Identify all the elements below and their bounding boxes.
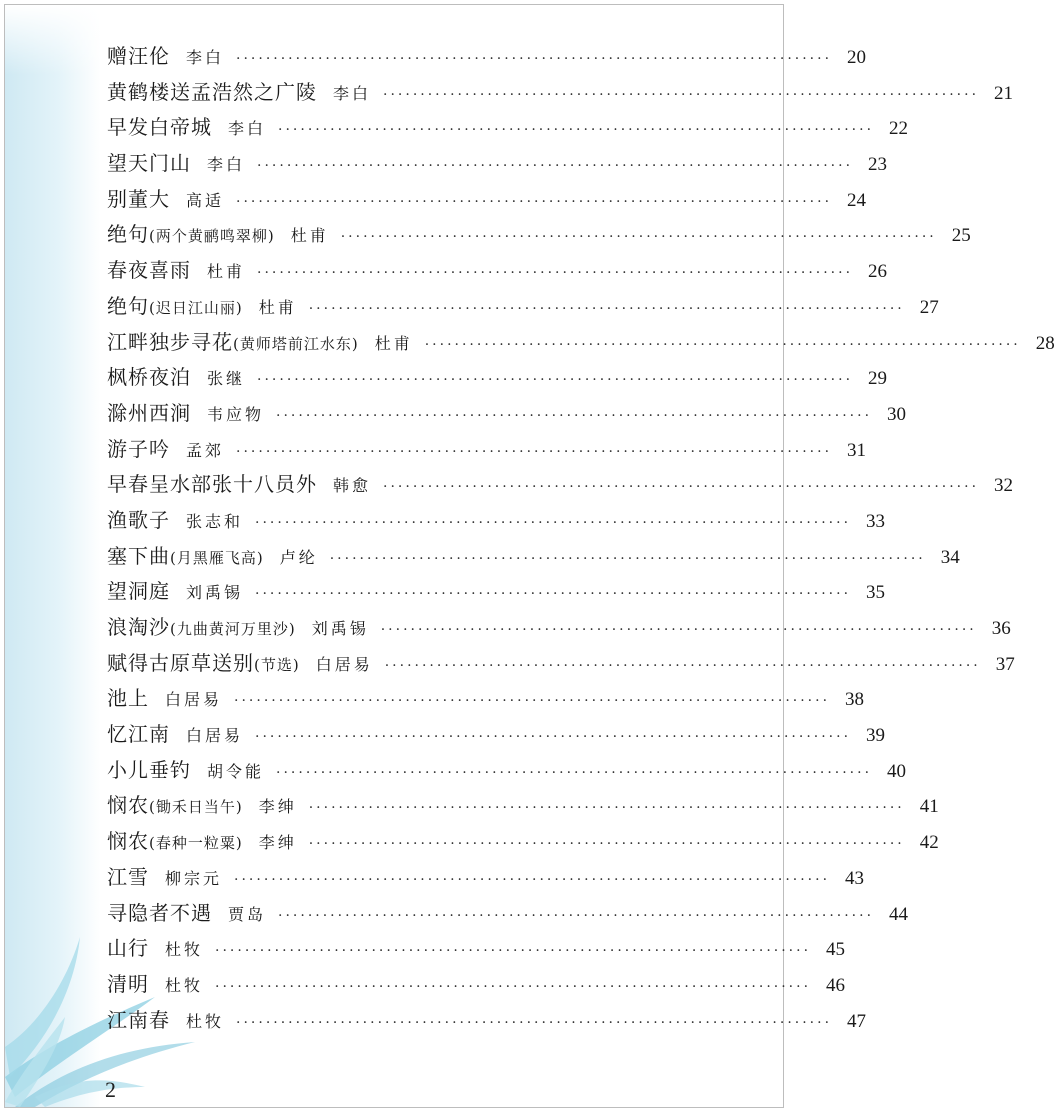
dot-leader: ················································································ bbox=[424, 336, 1021, 353]
dot-leader: ················································································ bbox=[257, 158, 854, 175]
toc-entry[interactable] bbox=[107, 896, 909, 932]
dot-leader: ················································································ bbox=[308, 800, 905, 817]
dot-leader: ················································································ bbox=[255, 586, 852, 603]
page-ref: 47 bbox=[847, 1010, 867, 1032]
poem-title: 枫桥夜泊 bbox=[107, 365, 191, 390]
poem-title: 绝句 bbox=[107, 293, 149, 318]
page-ref: 30 bbox=[887, 403, 907, 425]
dot-leader: ················································································ bbox=[383, 479, 980, 496]
page-ref: 43 bbox=[845, 867, 865, 889]
dot-leader: ················································································ bbox=[276, 407, 873, 424]
page-ref: 29 bbox=[868, 368, 888, 390]
poem-author: 杜牧 bbox=[165, 940, 204, 960]
dot-leader: ················································································ bbox=[308, 836, 905, 853]
dot-leader: ················································································ bbox=[255, 514, 852, 531]
poem-author: 韩愈 bbox=[333, 476, 372, 496]
toc-entry[interactable] bbox=[107, 503, 886, 539]
poem-title: 早发白帝城 bbox=[107, 115, 212, 140]
poem-title: 赋得古原草送别 bbox=[107, 650, 254, 675]
poem-author: 卢纶 bbox=[279, 547, 318, 567]
poem-subtitle: (九曲黄河万里沙) bbox=[170, 620, 296, 638]
poem-title: 黄鹤楼送孟浩然之广陵 bbox=[107, 79, 317, 104]
poem-author: 杜牧 bbox=[186, 1011, 225, 1031]
poem-title: 塞下曲 bbox=[107, 543, 170, 568]
toc-page bbox=[4, 4, 1055, 1108]
poem-author: 刘禹锡 bbox=[186, 583, 244, 603]
poem-author: 胡令能 bbox=[207, 761, 265, 781]
toc-entry[interactable] bbox=[107, 396, 907, 432]
poem-title: 别董大 bbox=[107, 186, 170, 211]
dot-leader: ················································································ bbox=[236, 193, 833, 210]
page-ref: 46 bbox=[826, 974, 846, 996]
poem-author: 柳宗元 bbox=[165, 868, 223, 888]
poem-author: 杜牧 bbox=[165, 975, 204, 995]
poem-subtitle: (月黑雁飞高) bbox=[170, 548, 264, 567]
poem-title: 悯农 bbox=[107, 829, 149, 854]
page-ref: 32 bbox=[994, 475, 1014, 497]
poem-author: 杜甫 bbox=[207, 262, 246, 282]
dot-leader: ················································································ bbox=[234, 871, 831, 888]
page-ref: 31 bbox=[847, 439, 867, 461]
page-ref: 42 bbox=[919, 832, 939, 854]
toc-entry[interactable] bbox=[107, 182, 867, 218]
poem-author: 刘禹锡 bbox=[311, 619, 369, 638]
poem-author: 张志和 bbox=[186, 511, 244, 531]
poem-title: 寻隐者不遇 bbox=[107, 900, 212, 925]
poem-author: 白居易 bbox=[315, 654, 373, 674]
poem-author: 李白 bbox=[186, 48, 225, 67]
poem-subtitle: (黄师塔前江水东) bbox=[233, 334, 359, 353]
toc-entry[interactable] bbox=[107, 539, 960, 575]
dot-leader: ················································································ bbox=[255, 729, 852, 746]
dot-leader: ················································································ bbox=[215, 943, 812, 960]
poem-title: 悯农 bbox=[107, 793, 149, 818]
toc-entry[interactable] bbox=[107, 217, 971, 253]
poem-author: 李白 bbox=[228, 119, 267, 139]
toc-entry[interactable] bbox=[107, 824, 939, 860]
poem-author: 孟郊 bbox=[186, 440, 225, 460]
page-ref: 35 bbox=[866, 582, 886, 604]
dot-leader: ················································································ bbox=[384, 657, 981, 674]
poem-title: 春夜喜雨 bbox=[107, 258, 191, 283]
dot-leader: ················································································ bbox=[383, 86, 980, 103]
poem-title: 江畔独步寻花 bbox=[107, 329, 233, 354]
page-ref: 34 bbox=[940, 546, 960, 568]
toc-entry[interactable] bbox=[107, 967, 846, 1003]
poem-author: 杜甫 bbox=[374, 333, 413, 353]
poem-title: 池上 bbox=[107, 686, 149, 711]
poem-author: 李白 bbox=[333, 83, 372, 103]
poem-subtitle: (锄禾日当午) bbox=[149, 798, 243, 817]
poem-title: 清明 bbox=[107, 971, 149, 996]
dot-leader: ················································································ bbox=[236, 1014, 833, 1031]
toc-entry[interactable] bbox=[107, 39, 867, 75]
toc-entry[interactable] bbox=[107, 75, 1014, 111]
dot-leader: ················································································ bbox=[278, 122, 875, 139]
dot-leader: ················································································ bbox=[215, 978, 812, 995]
poem-author: 李绅 bbox=[258, 833, 297, 853]
page-ref: 27 bbox=[919, 296, 939, 318]
page-ref: 40 bbox=[887, 760, 907, 782]
poem-title: 山行 bbox=[107, 936, 149, 961]
page-ref: 20 bbox=[847, 47, 867, 68]
dot-leader: ················································································ bbox=[278, 907, 875, 924]
page-ref: 39 bbox=[866, 725, 886, 747]
page-ref: 24 bbox=[847, 189, 867, 211]
poem-subtitle: (两个黄鹂鸣翠柳) bbox=[149, 227, 275, 246]
poem-author: 白居易 bbox=[186, 726, 244, 746]
table-of-contents bbox=[107, 39, 1055, 1038]
poem-subtitle: (迟日江山丽) bbox=[149, 298, 243, 317]
poem-title: 忆江南 bbox=[107, 722, 170, 747]
toc-entry[interactable] bbox=[107, 860, 865, 896]
page-ref: 21 bbox=[994, 82, 1014, 104]
poem-title: 赠汪伦 bbox=[107, 44, 170, 68]
toc-entry[interactable] bbox=[107, 646, 1015, 682]
toc-entry[interactable] bbox=[107, 681, 865, 717]
poem-title: 滁州西涧 bbox=[107, 400, 191, 425]
poem-title: 小儿垂钓 bbox=[107, 757, 191, 782]
toc-entry[interactable] bbox=[107, 574, 886, 610]
toc-entry[interactable] bbox=[107, 931, 846, 967]
toc-entry[interactable] bbox=[107, 432, 867, 468]
dot-leader: ················································································ bbox=[257, 265, 854, 282]
page-ref: 26 bbox=[868, 261, 888, 283]
poem-title: 绝句 bbox=[107, 222, 149, 247]
page-ref: 33 bbox=[866, 510, 886, 532]
toc-entry[interactable] bbox=[107, 788, 939, 824]
toc-entry[interactable] bbox=[107, 253, 888, 289]
poem-author: 杜甫 bbox=[258, 297, 297, 317]
toc-entry[interactable] bbox=[107, 610, 1011, 646]
dot-leader: ················································································ bbox=[329, 550, 926, 567]
poem-title: 望天门山 bbox=[107, 151, 191, 176]
poem-title: 早春呈水部张十八员外 bbox=[107, 472, 317, 497]
poem-author: 张继 bbox=[207, 369, 246, 389]
page-ref: 44 bbox=[889, 903, 909, 925]
poem-author: 高适 bbox=[186, 190, 225, 210]
toc-entry[interactable] bbox=[107, 1003, 867, 1039]
page-ref: 22 bbox=[889, 118, 909, 140]
page-number: 2 bbox=[105, 1077, 116, 1102]
page-ref: 41 bbox=[919, 796, 939, 818]
dot-leader: ················································································ bbox=[236, 51, 833, 67]
dot-leader: ················································································ bbox=[234, 693, 831, 710]
poem-author: 李绅 bbox=[258, 797, 297, 817]
side-band-fade bbox=[5, 5, 101, 75]
dot-leader: ················································································ bbox=[276, 764, 873, 781]
toc-entry[interactable] bbox=[107, 467, 1014, 503]
dot-leader: ················································································ bbox=[380, 622, 977, 638]
poem-title: 浪淘沙 bbox=[107, 615, 170, 639]
page-ref: 23 bbox=[868, 154, 888, 176]
dot-leader: ················································································ bbox=[308, 300, 905, 317]
toc-entry[interactable] bbox=[107, 110, 909, 146]
toc-entry[interactable] bbox=[107, 289, 939, 325]
poem-subtitle: (春种一粒粟) bbox=[149, 834, 243, 853]
poem-author: 李白 bbox=[207, 155, 246, 175]
toc-entry[interactable] bbox=[107, 146, 888, 182]
page-ref: 28 bbox=[1035, 332, 1055, 354]
dot-leader: ················································································ bbox=[236, 443, 833, 460]
page-ref: 36 bbox=[991, 618, 1011, 639]
toc-entry[interactable] bbox=[107, 325, 1055, 361]
page-ref: 38 bbox=[845, 689, 865, 711]
dot-leader: ················································································ bbox=[340, 229, 937, 246]
poem-author: 白居易 bbox=[165, 690, 223, 710]
poem-author: 韦应物 bbox=[207, 404, 265, 424]
poem-title: 渔歌子 bbox=[107, 507, 170, 532]
poem-title: 江雪 bbox=[107, 864, 149, 889]
toc-entry[interactable] bbox=[107, 360, 888, 396]
page-ref: 25 bbox=[951, 225, 971, 247]
poem-author: 贾岛 bbox=[228, 904, 267, 924]
poem-author: 杜甫 bbox=[290, 226, 329, 246]
page-ref: 37 bbox=[995, 653, 1015, 675]
poem-title: 望洞庭 bbox=[107, 579, 170, 604]
poem-title: 游子吟 bbox=[107, 436, 170, 461]
page-ref: 45 bbox=[826, 939, 846, 961]
poem-title: 江南春 bbox=[107, 1007, 170, 1032]
toc-entry[interactable] bbox=[107, 717, 886, 753]
poem-subtitle: (节选) bbox=[254, 655, 300, 674]
dot-leader: ················································································ bbox=[257, 372, 854, 389]
toc-entry[interactable] bbox=[107, 753, 907, 789]
